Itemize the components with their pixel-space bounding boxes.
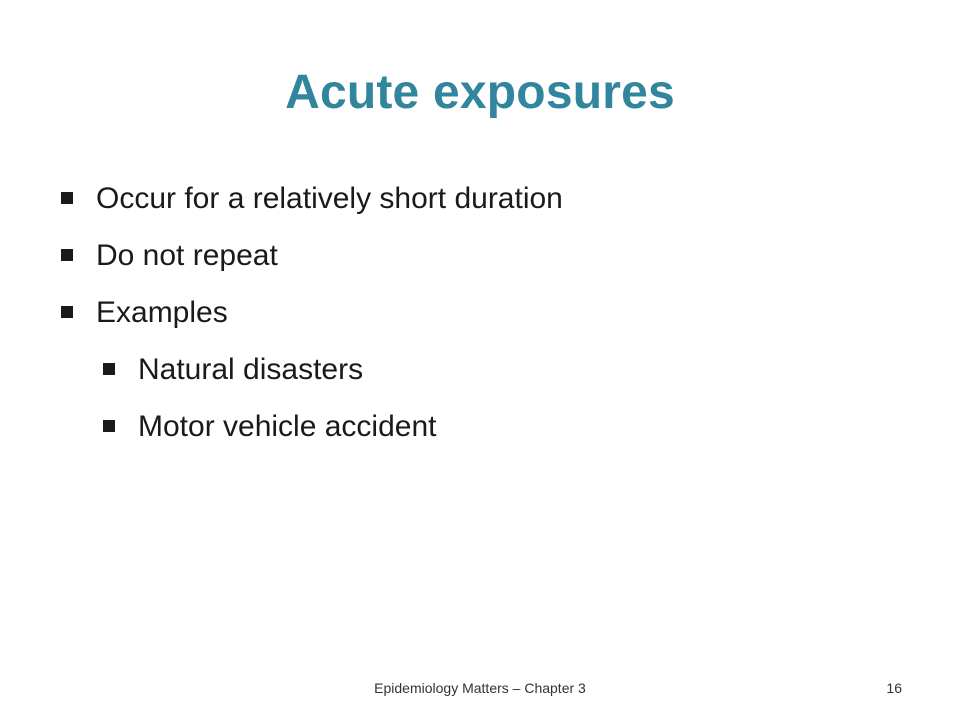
square-bullet-icon <box>103 420 115 432</box>
square-bullet-icon <box>103 363 115 375</box>
bullet-list <box>58 174 918 459</box>
square-bullet-icon <box>61 306 73 318</box>
footer-text: Epidemiology Matters – Chapter 3 <box>374 680 586 696</box>
square-bullet-icon <box>61 249 73 261</box>
bullet-text: Occur for a relatively short duration <box>96 182 563 215</box>
sub-bullet-text: Natural disasters <box>138 353 364 386</box>
sub-bullet-item <box>100 345 918 402</box>
slide-footer <box>0 676 960 700</box>
bullet-item <box>58 231 918 288</box>
sub-bullet-text: Motor vehicle accident <box>138 410 437 443</box>
bullet-text: Do not repeat <box>96 239 278 272</box>
sub-bullet-item <box>100 402 918 459</box>
page-number: 16 <box>886 680 902 696</box>
bullet-text: Examples <box>96 296 228 329</box>
bullet-item <box>58 174 918 231</box>
bullet-item <box>58 288 918 345</box>
square-bullet-icon <box>61 192 73 204</box>
slide-title: Acute exposures <box>285 66 675 119</box>
